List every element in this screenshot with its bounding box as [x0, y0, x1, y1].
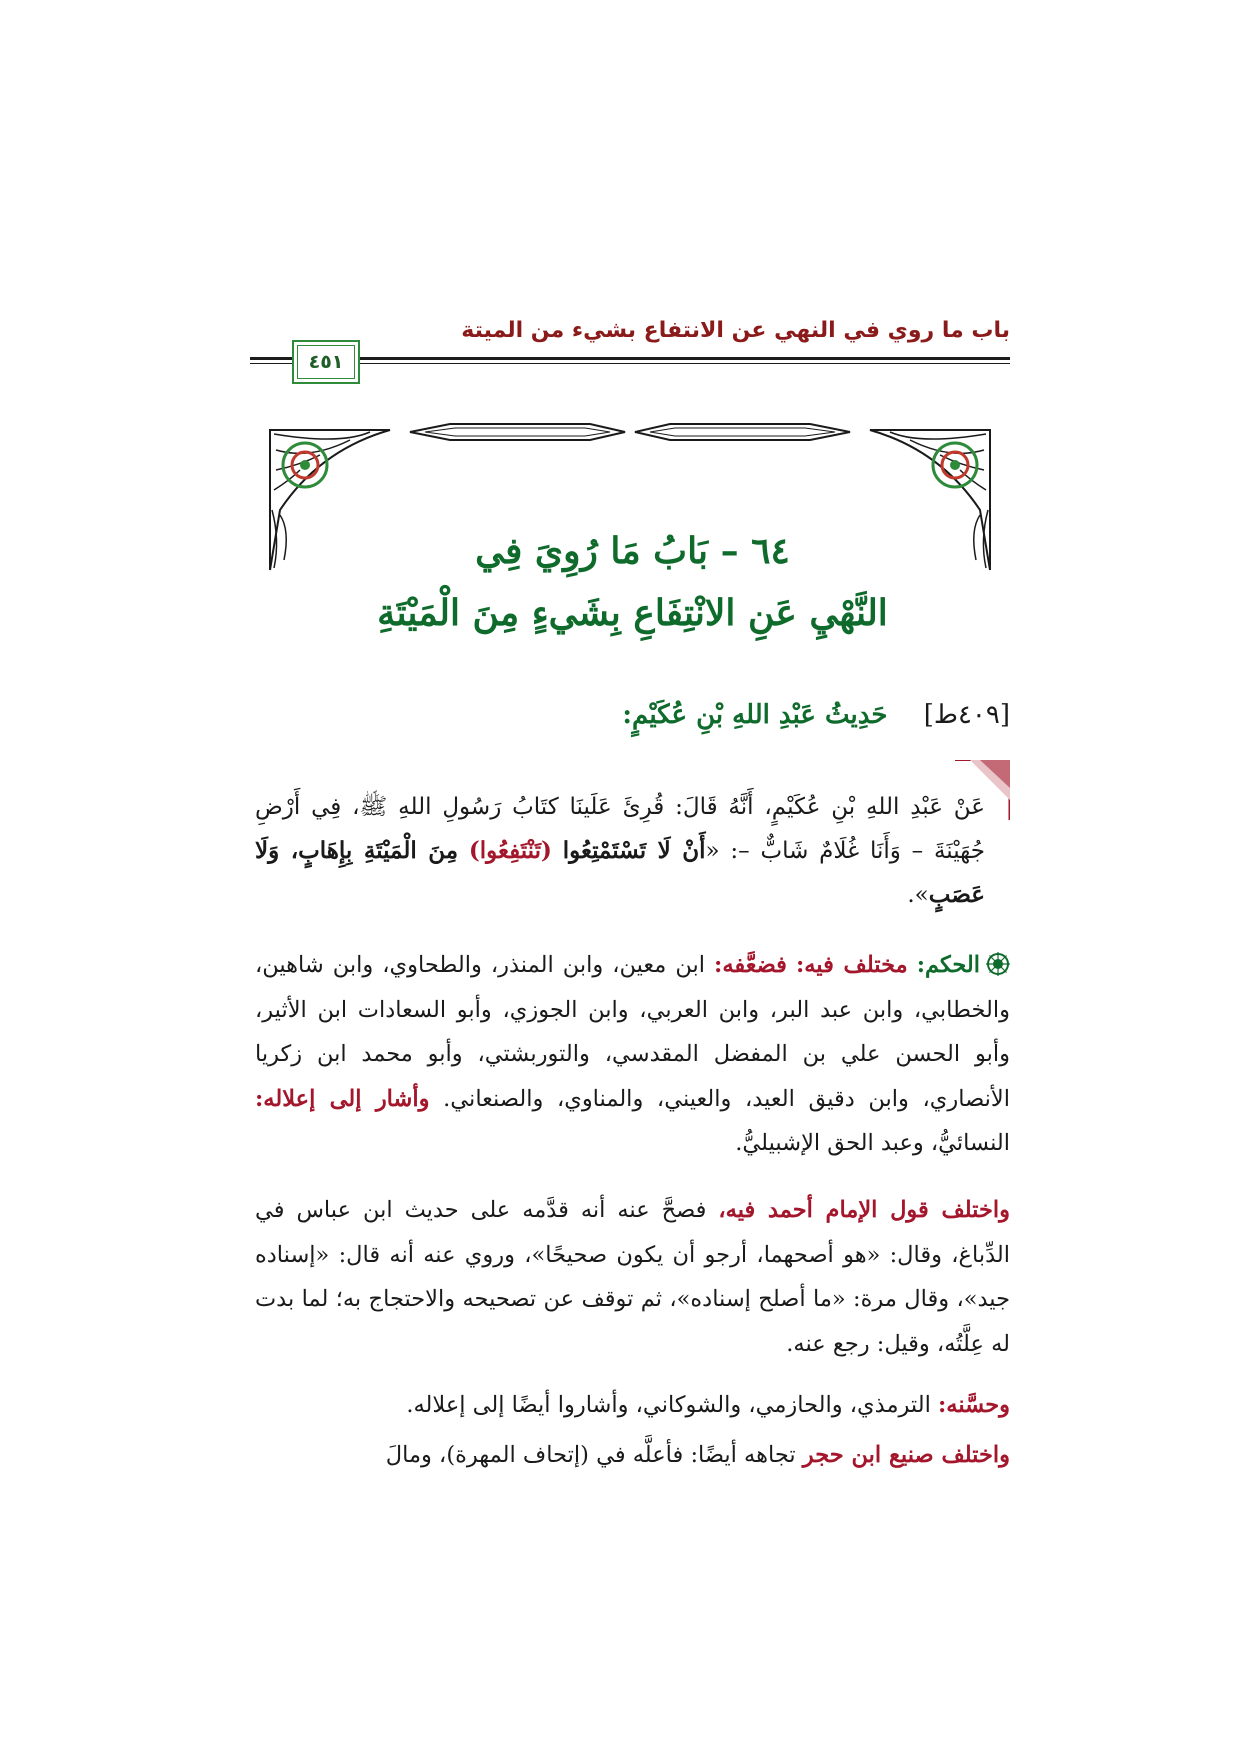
chapter-title-line2: النَّهْيِ عَنِ الانْتِفَاعِ بِشَيءٍ مِنَ الْمَيْتَةِ — [377, 592, 888, 634]
hadith-title: حَدِيثُ عَبْدِ اللهِ بْنِ عُكَيْمٍ: — [622, 700, 888, 730]
chapter-title — [255, 520, 1010, 650]
hadith-text-variant: (تَنْتَفِعُوا) — [468, 837, 552, 864]
ruling-label: الحكم: — [916, 952, 981, 978]
ahmad-lead: واختلف قول الإمام أحمد فيه، — [718, 1197, 1010, 1223]
hadith-text-bold1: أَنْ لَا تَسْتَمْتِعُوا — [562, 837, 706, 864]
chapter-title-line1: ٦٤ – بَابُ مَا رُوِيَ فِي — [475, 530, 790, 572]
pointed-text: النسائيُّ، وعبد الحق الإشبيليُّ. — [735, 1130, 1010, 1156]
hadith-text-intro: عَنْ عَبْدِ اللهِ بْنِ عُكَيْمٍ، أَنَّهُ قَالَ: قُرِئَ عَلَينَا كتَابُ رَسُولِ اللهِ ﷺ، فِي أَرْضِ جُهَيْنَةَ – وَأَنَا غُلَامٌ شَابٌّ –: « — [255, 794, 985, 864]
top-bar-ornament — [410, 424, 850, 440]
header-rule-thick — [250, 357, 1010, 360]
hassanahu-text: الترمذي، والحازمي، والشوكاني، وأشاروا أيضًا إلى إعلاله. — [406, 1392, 931, 1418]
hokm-flower-icon — [986, 952, 1010, 976]
ibn-hajar-paragraph — [255, 1433, 1010, 1478]
hadith-text — [255, 786, 985, 921]
page-number: ٤٥١ — [292, 340, 360, 384]
hassanahu-paragraph — [255, 1383, 1010, 1428]
rosette-icon — [283, 443, 977, 487]
ruling-paragraph — [255, 943, 1010, 1166]
ahmad-text: فصحَّ عنه أنه قدَّمه على حديث ابن عباس في الدِّباغ، وقال: «هو أصحهما، أرجو أن يكون صحيحًا»، وروي عنه أنه قال: «إسناده جيد»، وقال مرة: «ما أصلح إسناده»، ثم توقف عن تصحيحه والاحتجاج به؛ لما بدت له عِلَّتُه، وقيل: رجع عنه. — [255, 1197, 1010, 1357]
ahmad-paragraph — [255, 1188, 1010, 1366]
header-rule-thin — [250, 363, 1010, 364]
running-header: باب ما روي في النهي عن الانتفاع بشيء من الميتة — [461, 318, 1010, 343]
hadith-text-bold2: مِنَ الْمَيْتَةِ بِإِهَابٍ، وَلَا عَصَبٍ — [255, 837, 985, 908]
weakened-text: ابن معين، وابن المنذر، والطحاوي، وابن شاهين، والخطابي، وابن عبد البر، وابن العربي، وابن الجوزي، وأبو السعادات ابن الأثير، وأبو الحسن علي بن المفضل المقدسي، والتوربشتي، وأبو محمد ابن زكريا الأنصاري، وابن دقيق العيد، والعيني، والمناوي، والصنعاني. — [255, 952, 1011, 1112]
ibn-hajar-text: تجاهه أيضًا: فأعلَّه في (إتحاف المهرة)، ومالَ — [385, 1442, 796, 1468]
hadith-heading — [255, 693, 1010, 737]
hassanahu-lead: وحسَّنه: — [937, 1392, 1010, 1418]
weakened-label: فضعَّفه: — [714, 952, 787, 978]
ibn-hajar-lead: واختلف صنيع ابن حجر — [802, 1442, 1010, 1468]
hadith-number: [٤٠٩ط] — [923, 700, 1010, 730]
hadith-text-end: ». — [907, 882, 929, 908]
pointed-label: وأشار إلى إعلاله: — [255, 1085, 430, 1112]
ruling-status: مختلف فيه: — [795, 952, 908, 978]
